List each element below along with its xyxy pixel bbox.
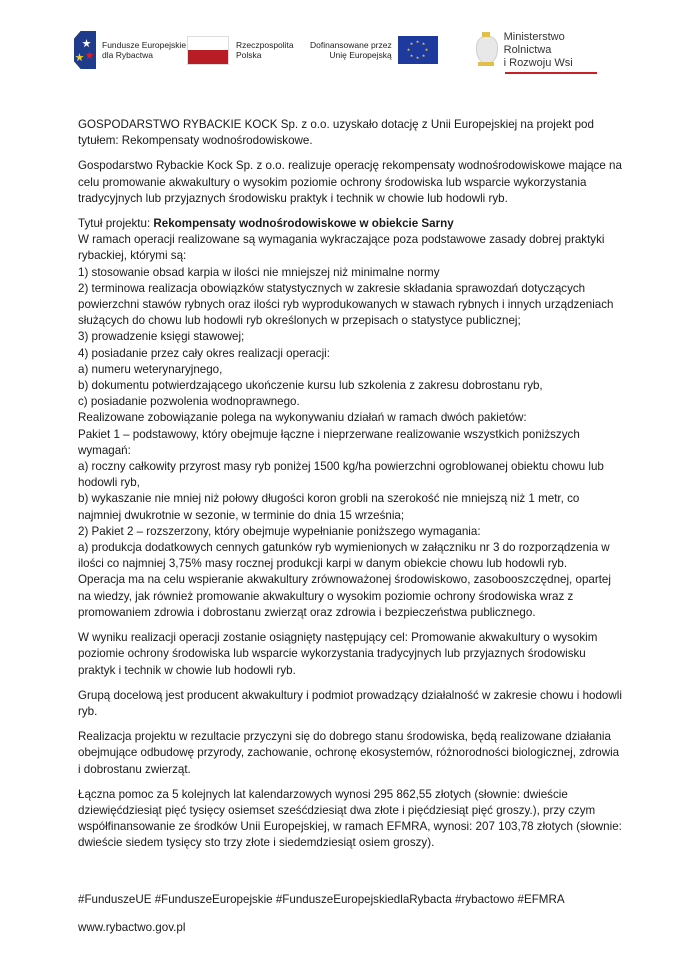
logo-unia-europejska	[310, 28, 438, 72]
project-title: Tytuł projektu: Rekompensaty wodnośrodowiskowe w obiekcie Sarny	[78, 217, 454, 231]
hashtags: #FunduszeUE #FunduszeEuropejskie #FunduszeEuropejskiedlaRybacta #rybactowo #EFMRA	[78, 893, 565, 906]
pl-line1: Rzeczpospolita	[236, 40, 294, 50]
detail-line: b) wykaszanie nie mniej niż połowy długości koron grobli na szerokość nie mniejszą niż 1 metr, co najmniej dwukrotnie w sezonie, w terminie do dnia 15 września;	[78, 492, 580, 522]
detail-line: a) numeru weterynaryjnego,	[78, 362, 223, 376]
project-details	[78, 216, 623, 621]
detail-line: 4) posiadanie przez cały okres realizacji operacji:	[78, 346, 330, 360]
ue-line2: Unię Europejską	[329, 50, 392, 60]
funding-paragraph: Łączna pomoc za 5 kolejnych lat kalendarzowych wynosi 295 862,55 złotych (słownie: dwieście dziewięćdziesiąt pięć tysięcy osiemset sześćdziesiąt dwa złote i pięćdziesiąt pięć groszy.), przy czym współfinansowanie ze środków Unii Europejskiej, w ramach EFMRA, wynosi: 207 103,78 złotych (słownie: dwieście siedem tysięcy sto trzy złote i siedemdziesiąt osiem groszy).	[78, 787, 622, 850]
pl-line2: Polska	[236, 50, 262, 60]
document-body	[78, 117, 623, 861]
detail-line: 2) terminowa realizacja obowiązków statystycznych w zakresie składania sprawozdań dotyczących powierzchni stawów rybnych oraz ilości ryb wyprodukowanych w stawach rybnych i innych urządzeniach służących do chowu lub hodowli ryb określonych w przepisach o statystyce publicznej;	[78, 281, 614, 328]
goal-paragraph: W wyniku realizacji operacji zostanie osiągnięty następujący cel: Promowanie akwakultury o wysokim poziomie ochrony środowiska lub wsparcie wykorzystania tradycyjnych lub przyjaznych środowisku praktyk i technik w chowie lub hodowli ryb.	[78, 631, 598, 677]
polish-eagle-icon	[472, 32, 500, 68]
result-paragraph: Realizacja projektu w rezultacie przyczyni się do dobrego stanu środowiska, będą realizowane działania obejmujące odbudowę przyrody, zachowanie, ochronę ekosystemów, różnorodności biologicznej, zdrowia i dobrostanu zwierząt.	[78, 730, 620, 776]
detail-line: Realizowane zobowiązanie polega na wykonywaniu działań w ramach dwóch pakietów:	[78, 411, 527, 425]
detail-line: W ramach operacji realizowane są wymagania wykraczające poza podstawowe zasady dobrej praktyki rybackiej, którymi są:	[78, 233, 605, 263]
intro-paragraph: GOSPODARSTWO RYBACKIE KOCK Sp. z o.o. uzyskało dotację z Unii Europejskiej na projekt pod tytułem: Rekompensaty wodnośrodowiskowe.	[78, 118, 594, 148]
ministry-line2: i Rozwoju Wsi	[503, 56, 573, 69]
website-link[interactable]: www.rybactwo.gov.pl	[78, 921, 186, 934]
logo-fundusze-europejskie	[74, 28, 186, 72]
fe-line1: Fundusze Europejskie	[102, 40, 187, 50]
fe-emblem-icon	[74, 31, 96, 69]
ministry-line1: Ministerstwo Rolnictwa	[503, 30, 565, 56]
detail-line: a) roczny całkowity przyrost masy ryb poniżej 1500 kg/ha powierzchni ogroblowanej obiektu chowu lub hodowli ryb,	[78, 460, 604, 490]
fe-line2: dla Rybactwa	[102, 50, 154, 60]
detail-line: 2) Pakiet 2 – rozszerzony, który obejmuje wypełnianie poniższego wymagania:	[78, 524, 481, 538]
detail-line: 3) prowadzenie księgi stawowej;	[78, 330, 245, 344]
ministry-red-rule	[505, 72, 597, 74]
polish-flag-icon	[187, 36, 229, 65]
logo-rzeczpospolita	[187, 28, 294, 72]
operation-paragraph: Gospodarstwo Rybackie Kock Sp. z o.o. realizuje operację rekompensaty wodnośrodowiskowe mające na celu promowanie akwakultury o wysokim poziomie ochrony środowiska lub wsparcie wykorzystania tradycyjnych lub przyjaznych środowisku praktyk i technik w chowie lub hodowli ryb.	[78, 159, 622, 205]
detail-line: 1) stosowanie obsad karpia w ilości nie mniejszej niż minimalne normy	[78, 265, 440, 279]
project-title-value: Rekompensaty wodnośrodowiskowe w obiekcie Sarny	[153, 217, 454, 231]
ue-line1: Dofinansowane przez	[310, 40, 392, 50]
logo-ministerstwo	[472, 28, 614, 72]
logo-bar	[74, 28, 614, 78]
target-group-paragraph: Grupą docelową jest producent akwakultury i podmiot prowadzący działalność w zakresie chowu i hodowli ryb.	[78, 688, 622, 718]
detail-line: Operacja ma na celu wspieranie akwakultury zrównoważonej środowiskowo, zasobooszczędnej, opartej na wiedzy, jak również promowanie akwakultury o wysokim poziomie ochrony środowiska wraz z promowaniem zdrowia i dobrostanu zwierząt oraz zdrowia i bezpieczeństwa publicznego.	[78, 573, 611, 619]
eu-flag-icon: ★ ★ ★ ★ ★ ★ ★ ★	[398, 36, 438, 64]
detail-line: a) produkcja dodatkowych cennych gatunków ryb wymienionych w załączniku nr 3 do rozporządzenia w ilości co najmniej 3,75% masy rocznej produkcji karpi w danym obiekcie chowu lub hodowli ryb.	[78, 541, 610, 571]
detail-line: b) dokumentu potwierdzającego ukończenie kursu lub szkolenia z zakresu dobrostanu ryb,	[78, 379, 543, 393]
detail-line: c) posiadanie pozwolenia wodnoprawnego.	[78, 395, 300, 409]
detail-line: Pakiet 1 – podstawowy, który obejmuje łączne i nieprzerwane realizowanie wszystkich poniższych wymagań:	[78, 427, 580, 457]
